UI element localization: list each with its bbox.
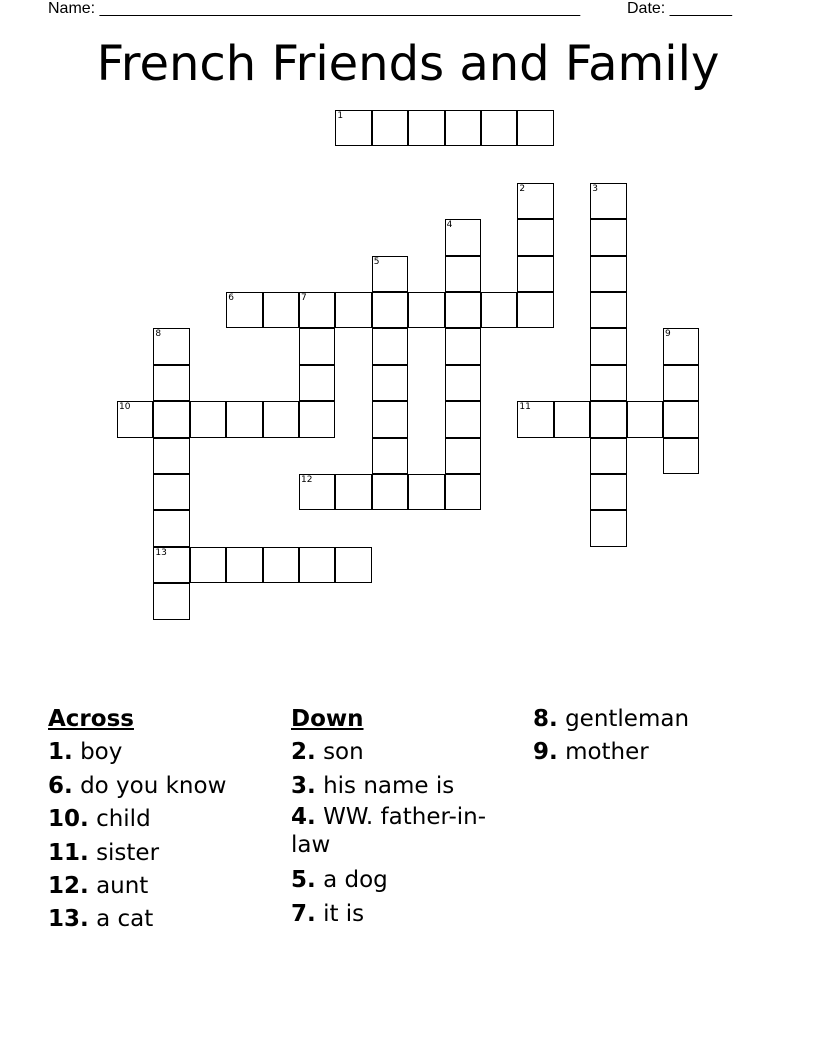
grid-cell[interactable] (590, 256, 626, 292)
clue-number-label: 7 (301, 293, 307, 303)
grid-cell[interactable] (226, 547, 262, 583)
grid-cell[interactable] (445, 328, 481, 364)
grid-cell[interactable] (153, 438, 189, 474)
grid-cell[interactable] (517, 401, 553, 437)
puzzle-title: French Friends and Family (96, 36, 720, 92)
grid-cell[interactable] (190, 401, 226, 437)
grid-cell[interactable] (445, 365, 481, 401)
grid-cell[interactable] (372, 438, 408, 474)
grid-cell[interactable] (153, 401, 189, 437)
grid-cell[interactable] (408, 292, 444, 328)
grid-cell[interactable] (153, 474, 189, 510)
grid-cell[interactable] (372, 365, 408, 401)
grid-cell[interactable] (481, 292, 517, 328)
grid-cell[interactable] (590, 219, 626, 255)
grid-cell[interactable] (517, 256, 553, 292)
grid-cell[interactable] (590, 510, 626, 546)
clue-number-label: 8 (155, 329, 162, 340)
grid-cell[interactable] (299, 292, 335, 328)
clue-number-label: 13 (155, 547, 167, 558)
grid-cell[interactable] (299, 547, 335, 583)
grid-cell[interactable] (445, 474, 481, 510)
clue-number-label: 1 (337, 111, 344, 121)
clue-number-label: 11 (519, 402, 531, 413)
clue-number-label: 2 (519, 183, 526, 194)
grid-cell[interactable] (445, 292, 481, 328)
grid-cell[interactable] (517, 110, 553, 146)
grid-cell[interactable] (372, 110, 408, 146)
across-heading: Across (48, 706, 134, 732)
grid-cell[interactable] (590, 183, 626, 219)
grid-cell[interactable] (590, 292, 626, 328)
grid-cell[interactable] (445, 256, 481, 292)
clue-number-label: 9 (665, 329, 671, 340)
clue-down-8: 8. gentleman (533, 706, 690, 732)
grid-cell[interactable] (372, 292, 408, 328)
grid-cell[interactable] (153, 510, 189, 546)
grid-cell[interactable] (335, 547, 371, 583)
grid-cell[interactable] (663, 401, 699, 437)
clue-across-1: 1. boy (48, 739, 123, 766)
grid-cell[interactable] (117, 401, 153, 437)
grid-cell[interactable] (590, 328, 626, 364)
grid-cell[interactable] (408, 474, 444, 510)
grid-cell[interactable] (299, 474, 335, 510)
clue-across-13: 13. a cat (48, 906, 154, 933)
grid-cell[interactable] (590, 474, 626, 510)
grid-cell[interactable] (481, 110, 517, 146)
clue-across-10: 10. child (48, 806, 151, 833)
grid-cell[interactable] (335, 474, 371, 510)
grid-cell[interactable] (372, 256, 408, 292)
clue-number-label: 3 (592, 183, 598, 194)
grid-cell[interactable] (663, 438, 699, 474)
grid-cell[interactable] (226, 292, 262, 328)
clue-number-label: 6 (228, 293, 234, 303)
grid-cell[interactable] (590, 401, 626, 437)
grid-cell[interactable] (153, 365, 189, 401)
clue-across-12: 12. aunt (48, 873, 149, 900)
grid-cell[interactable] (590, 365, 626, 401)
grid-cell[interactable] (335, 110, 371, 146)
grid-cell[interactable] (445, 438, 481, 474)
grid-cell[interactable] (517, 292, 553, 328)
grid-cell[interactable] (408, 110, 444, 146)
clue-down-2: 2. son (291, 739, 364, 766)
grid-cell[interactable] (517, 219, 553, 255)
grid-cell[interactable] (153, 547, 189, 583)
grid-cell[interactable] (554, 401, 590, 437)
grid-cell[interactable] (299, 328, 335, 364)
clue-down-4: 4. WW. father-in-law (291, 804, 487, 859)
grid-cell[interactable] (663, 365, 699, 401)
clue-across-11: 11. sister (48, 839, 160, 866)
clue-number-label: 4 (446, 220, 453, 231)
grid-cell[interactable] (445, 219, 481, 255)
grid-cell[interactable] (190, 547, 226, 583)
grid-cell[interactable] (372, 401, 408, 437)
down-clues-continued (533, 703, 763, 770)
down-heading: Down (291, 706, 364, 732)
grid-cell[interactable] (299, 365, 335, 401)
clue-down-3: 3. his name is (291, 772, 455, 799)
grid-cell[interactable] (335, 292, 371, 328)
grid-cell[interactable] (263, 401, 299, 437)
grid-cell[interactable] (445, 401, 481, 437)
down-clues (291, 703, 491, 931)
grid-cell[interactable] (153, 328, 189, 364)
grid-cell[interactable] (590, 438, 626, 474)
date-field-label: Date: _______ (627, 0, 732, 17)
clue-number-label: 12 (301, 475, 313, 485)
grid-cell[interactable] (372, 474, 408, 510)
clue-down-9: 9. mother (533, 739, 649, 766)
grid-cell[interactable] (663, 328, 699, 364)
grid-cell[interactable] (299, 401, 335, 437)
grid-cell[interactable] (445, 110, 481, 146)
grid-cell[interactable] (226, 401, 262, 437)
grid-cell[interactable] (263, 547, 299, 583)
clue-number-label: 10 (119, 402, 131, 413)
clue-down-5: 5. a dog (291, 867, 388, 894)
grid-cell[interactable] (372, 328, 408, 364)
clue-number-label: 5 (373, 256, 380, 267)
clue-down-7: 7. it is (291, 900, 365, 927)
grid-cell[interactable] (153, 583, 189, 619)
clue-across-6: 6. do you know (48, 772, 227, 799)
grid-cell[interactable] (627, 401, 663, 437)
across-clues (48, 703, 278, 937)
grid-cell[interactable] (517, 183, 553, 219)
name-field-label: Name: ______________________________________________________ (48, 0, 581, 17)
grid-cell[interactable] (263, 292, 299, 328)
